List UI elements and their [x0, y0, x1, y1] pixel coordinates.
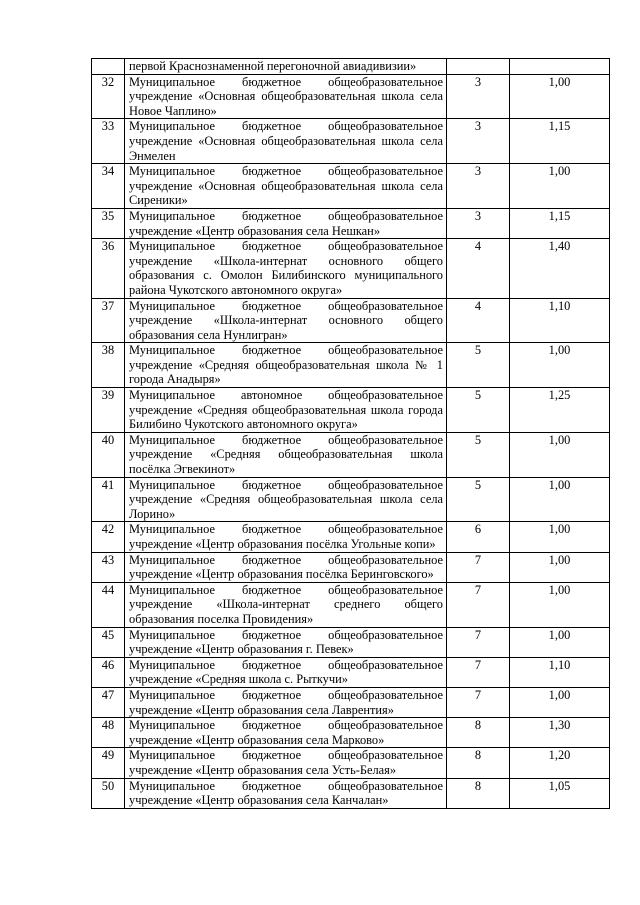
document-page: [91, 58, 609, 809]
row-number-cell: 36: [92, 239, 125, 298]
group-cell: 7: [447, 687, 510, 717]
coefficient-cell: 1,00: [510, 687, 610, 717]
institution-name-cell: Муниципальное бюджетное общеобразовательное учреждение «Средняя общеобразовательная школа посёлка Эгвекинот»: [125, 432, 447, 477]
group-cell: 8: [447, 748, 510, 778]
row-number-cell: 37: [92, 298, 125, 343]
coefficient-cell: 1,00: [510, 74, 610, 119]
institution-name-cell: Муниципальное бюджетное общеобразовательное учреждение «Основная общеобразовательная школа села Сиреники»: [125, 164, 447, 209]
coefficient-cell: 1,10: [510, 657, 610, 687]
table-row: [92, 343, 610, 388]
group-cell: 3: [447, 164, 510, 209]
group-cell: 3: [447, 208, 510, 238]
table-row: [92, 687, 610, 717]
row-number-cell: 38: [92, 343, 125, 388]
row-number-cell: 49: [92, 748, 125, 778]
coefficient-cell: 1,00: [510, 343, 610, 388]
coefficient-cell: 1,00: [510, 552, 610, 582]
row-number-cell: 47: [92, 687, 125, 717]
table-row: [92, 522, 610, 552]
row-number-cell: 35: [92, 208, 125, 238]
institution-name-cell: Муниципальное бюджетное общеобразовательное учреждение «Центр образования села Лаврентия»: [125, 687, 447, 717]
table-row: [92, 552, 610, 582]
institution-name-cell: Муниципальное бюджетное общеобразовательное учреждение «Школа-интернат среднего общего образования поселка Провидения»: [125, 582, 447, 627]
group-cell: 4: [447, 298, 510, 343]
row-number-cell: 44: [92, 582, 125, 627]
table-row: [92, 582, 610, 627]
table-row: [92, 298, 610, 343]
institution-name-cell: Муниципальное бюджетное общеобразовательное учреждение «Центр образования села Нешкан»: [125, 208, 447, 238]
table-row: [92, 477, 610, 522]
table-row: [92, 627, 610, 657]
group-cell: 5: [447, 388, 510, 433]
table-row: [92, 59, 610, 75]
institution-name-cell: Муниципальное бюджетное общеобразовательное учреждение «Центр образования села Канчалан»: [125, 778, 447, 808]
group-cell: [447, 59, 510, 75]
table-row: [92, 432, 610, 477]
coefficient-cell: 1,00: [510, 582, 610, 627]
table-row: [92, 718, 610, 748]
group-cell: 5: [447, 432, 510, 477]
institution-name-cell: Муниципальное бюджетное общеобразовательное учреждение «Основная общеобразовательная школа села Новое Чаплино»: [125, 74, 447, 119]
table-row: [92, 239, 610, 298]
coefficient-cell: 1,20: [510, 748, 610, 778]
schools-table: [91, 58, 610, 809]
coefficient-cell: 1,00: [510, 164, 610, 209]
row-number-cell: 46: [92, 657, 125, 687]
table-row: [92, 388, 610, 433]
coefficient-cell: 1,00: [510, 432, 610, 477]
group-cell: 7: [447, 552, 510, 582]
institution-name-cell: Муниципальное бюджетное общеобразовательное учреждение «Средняя школа с. Рыткучи»: [125, 657, 447, 687]
institution-name-cell: Муниципальное бюджетное общеобразовательное учреждение «Центр образования посёлка Угольные копи»: [125, 522, 447, 552]
group-cell: 7: [447, 582, 510, 627]
row-number-cell: 45: [92, 627, 125, 657]
row-number-cell: 50: [92, 778, 125, 808]
table-row: [92, 657, 610, 687]
row-number-cell: 40: [92, 432, 125, 477]
institution-name-cell: Муниципальное бюджетное общеобразовательное учреждение «Центр образования села Усть-Белая»: [125, 748, 447, 778]
institution-name-cell: Муниципальное бюджетное общеобразовательное учреждение «Школа-интернат основного общего образования с. Омолон Билибинского муниципального района Чукотского автономного округа»: [125, 239, 447, 298]
coefficient-cell: 1,00: [510, 477, 610, 522]
group-cell: 7: [447, 627, 510, 657]
group-cell: 8: [447, 778, 510, 808]
table-row: [92, 164, 610, 209]
coefficient-cell: [510, 59, 610, 75]
row-number-cell: 33: [92, 119, 125, 164]
group-cell: 8: [447, 718, 510, 748]
row-number-cell: 41: [92, 477, 125, 522]
institution-name-cell: Муниципальное бюджетное общеобразовательное учреждение «Центр образования посёлка Беринговского»: [125, 552, 447, 582]
table-row: [92, 74, 610, 119]
row-number-cell: [92, 59, 125, 75]
table-row: [92, 748, 610, 778]
group-cell: 3: [447, 119, 510, 164]
group-cell: 4: [447, 239, 510, 298]
institution-name-cell: Муниципальное бюджетное общеобразовательное учреждение «Школа-интернат основного общего образования села Нунлигран»: [125, 298, 447, 343]
institution-name-cell: Муниципальное бюджетное общеобразовательное учреждение «Основная общеобразовательная школа села Энмелен: [125, 119, 447, 164]
coefficient-cell: 1,05: [510, 778, 610, 808]
group-cell: 7: [447, 657, 510, 687]
coefficient-cell: 1,15: [510, 208, 610, 238]
coefficient-cell: 1,25: [510, 388, 610, 433]
institution-name-cell: Муниципальное бюджетное общеобразовательное учреждение «Центр образования г. Певек»: [125, 627, 447, 657]
coefficient-cell: 1,40: [510, 239, 610, 298]
group-cell: 5: [447, 477, 510, 522]
institution-name-cell: Муниципальное бюджетное общеобразовательное учреждение «Центр образования села Марково»: [125, 718, 447, 748]
coefficient-cell: 1,00: [510, 627, 610, 657]
coefficient-cell: 1,00: [510, 522, 610, 552]
coefficient-cell: 1,10: [510, 298, 610, 343]
table-row: [92, 778, 610, 808]
row-number-cell: 39: [92, 388, 125, 433]
row-number-cell: 32: [92, 74, 125, 119]
institution-name-cell: Муниципальное бюджетное общеобразовательное учреждение «Средняя общеобразовательная школа села Лорино»: [125, 477, 447, 522]
table-row: [92, 208, 610, 238]
row-number-cell: 34: [92, 164, 125, 209]
table-row: [92, 119, 610, 164]
row-number-cell: 48: [92, 718, 125, 748]
coefficient-cell: 1,15: [510, 119, 610, 164]
institution-name-cell: Муниципальное автономное общеобразовательное учреждение «Средняя общеобразовательная школа города Билибино Чукотского автономного округа»: [125, 388, 447, 433]
row-number-cell: 42: [92, 522, 125, 552]
group-cell: 3: [447, 74, 510, 119]
institution-name-cell: Муниципальное бюджетное общеобразовательное учреждение «Средняя общеобразовательная школа № 1 города Анадыря»: [125, 343, 447, 388]
institution-name-cell: первой Краснознаменной перегоночной авиадивизии»: [125, 59, 447, 75]
coefficient-cell: 1,30: [510, 718, 610, 748]
table-body: [92, 59, 610, 809]
group-cell: 5: [447, 343, 510, 388]
group-cell: 6: [447, 522, 510, 552]
row-number-cell: 43: [92, 552, 125, 582]
